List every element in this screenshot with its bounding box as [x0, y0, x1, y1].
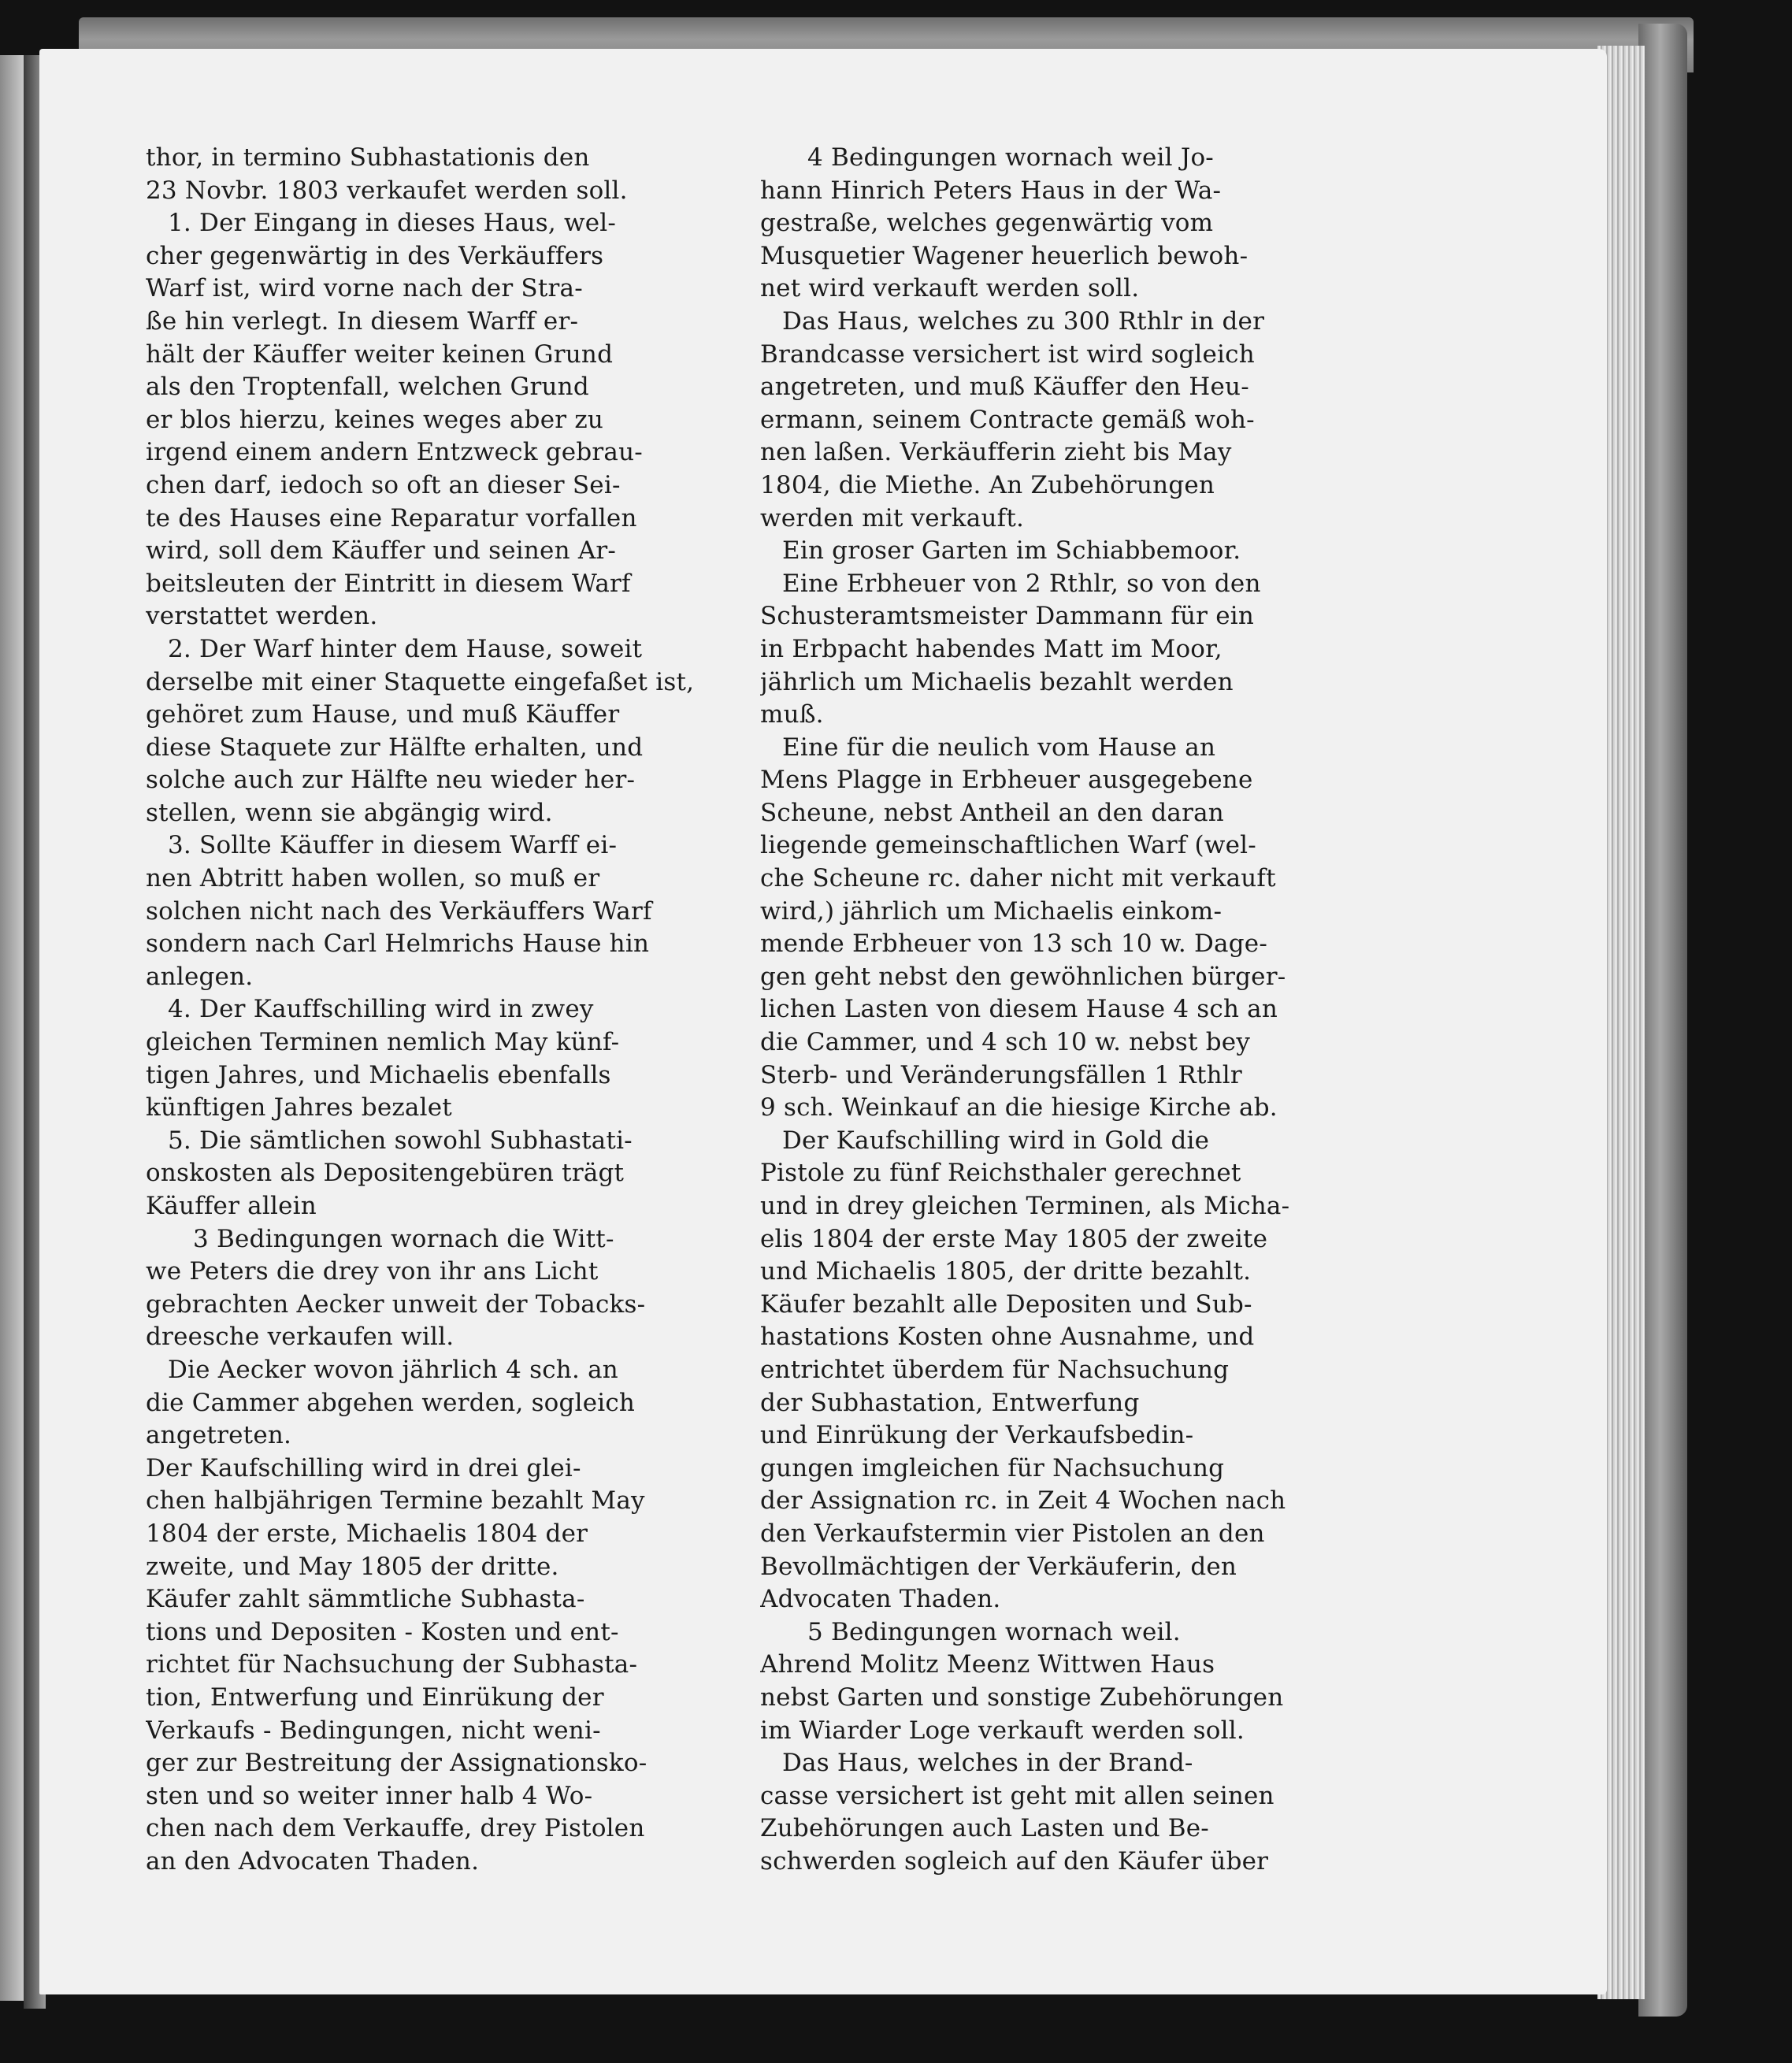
text-line: we Peters die drey von ihr ans Licht: [146, 1257, 599, 1286]
text-line: ße hin verlegt. In diesem Warff er-: [146, 306, 579, 336]
text-line: 9 sch. Weinkauf an die hiesige Kirche ab.: [760, 1093, 1278, 1122]
text-line: gehöret zum Hause, und muß Käuffer: [146, 700, 620, 729]
text-line: che Scheune rc. daher nicht mit verkauft: [760, 864, 1276, 893]
text-line: gebrachten Aecker unweit der Tobacks-: [146, 1289, 646, 1319]
text-line: an den Advocaten Thaden.: [146, 1846, 480, 1876]
text-line: solchen nicht nach des Verkäuffers Warf: [146, 896, 652, 926]
text-line: 4 Bedingungen wornach weil Jo-: [807, 143, 1214, 172]
text-line: chen darf, iedoch so oft an dieser Sei-: [146, 470, 621, 499]
text-line: und Einrükung der Verkaufsbedin-: [760, 1421, 1194, 1450]
text-line: Zubehörungen auch Lasten und Be-: [760, 1814, 1209, 1843]
text-line: cher gegenwärtig in des Verkäuffers: [146, 241, 604, 270]
text-line: Eine Erbheuer von 2 Rthlr, so von den: [782, 569, 1261, 598]
text-line: entrichtet überdem für Nachsuchung: [760, 1355, 1230, 1384]
text-line: solche auch zur Hälfte neu wieder her-: [146, 766, 636, 795]
text-line: der Assignation rc. in Zeit 4 Wochen nach: [760, 1486, 1286, 1516]
text-line: Käuffer allein: [146, 1192, 317, 1220]
text-line: Eine für die neulich vom Hause an: [782, 733, 1216, 762]
text-line: 3 Bedingungen wornach die Witt-: [193, 1224, 614, 1253]
text-line: tions und Depositen - Kosten und ent-: [146, 1617, 619, 1646]
text-line: 5 Bedingungen wornach weil.: [807, 1617, 1181, 1646]
text-line: anlegen.: [146, 962, 254, 991]
text-line: verstattet werden.: [146, 602, 378, 631]
text-line: liegende gemeinschaftlichen Warf (wel-: [760, 831, 1256, 860]
text-line: Mens Plagge in Erbheuer ausgegebene: [760, 766, 1253, 795]
text-line: 2. Der Warf hinter dem Hause, soweit: [168, 634, 643, 663]
text-line: 1. Der Eingang in dieses Haus, wel-: [168, 209, 617, 238]
text-line: irgend einem andern Entzweck gebrau-: [146, 438, 643, 467]
text-line: Scheune, nebst Antheil an den daran: [760, 798, 1224, 827]
text-line: Der Kaufschilling wird in drei glei-: [146, 1453, 581, 1482]
text-line: Sterb- und Veränderungsfällen 1 Rthlr: [760, 1060, 1242, 1089]
left-text-column: [146, 142, 721, 1878]
text-line: elis 1804 der erste May 1805 der zweite: [760, 1224, 1268, 1253]
text-line: hastations Kosten ohne Ausnahme, und: [760, 1323, 1255, 1352]
text-line: und in drey gleichen Terminen, als Micha-: [760, 1192, 1290, 1220]
text-line: Die Aecker wovon jährlich 4 sch. an: [168, 1355, 618, 1384]
text-line: und Michaelis 1805, der dritte bezahlt.: [760, 1257, 1252, 1286]
text-line: Verkaufs - Bedingungen, nicht weni-: [146, 1716, 601, 1745]
text-line: ermann, seinem Contracte gemäß woh-: [760, 405, 1255, 434]
text-line: 1804, die Miethe. An Zubehörungen: [760, 470, 1215, 499]
text-line: tion, Entwerfung und Einrükung der: [146, 1683, 604, 1712]
text-line: Musquetier Wagener heuerlich bewoh-: [760, 241, 1248, 270]
text-line: Ahrend Molitz Meenz Wittwen Haus: [760, 1650, 1215, 1679]
text-line: den Verkaufstermin vier Pistolen an den: [760, 1519, 1265, 1548]
text-line: 5. Die sämtlichen sowohl Subhastati-: [168, 1126, 633, 1155]
text-line: Bevollmächtigen der Verkäuferin, den: [760, 1552, 1237, 1581]
text-line: dreesche verkaufen will.: [146, 1323, 454, 1352]
text-line: angetreten, und muß Käuffer den Heu-: [760, 373, 1249, 402]
text-line: te des Hauses eine Reparatur vorfallen: [146, 503, 637, 532]
text-line: Brandcasse versichert ist wird sogleich: [760, 340, 1255, 369]
text-line: tigen Jahres, und Michaelis ebenfalls: [146, 1060, 611, 1089]
text-line: er blos hierzu, keines weges aber zu: [146, 405, 604, 434]
text-line: nen Abtritt haben wollen, so muß er: [146, 864, 600, 893]
text-line: Käufer zahlt sämmtliche Subhasta-: [146, 1585, 585, 1614]
back-cover-edge: [1638, 24, 1687, 2017]
text-line: nen laßen. Verkäufferin zieht bis May: [760, 438, 1232, 467]
text-line: casse versichert ist geht mit allen seinen: [760, 1781, 1274, 1810]
text-line: muß.: [760, 700, 824, 729]
text-line: Das Haus, welches zu 300 Rthlr in der: [782, 306, 1265, 336]
text-line: der Subhastation, Entwerfung: [760, 1388, 1140, 1417]
text-line: nebst Garten und sonstige Zubehörungen: [760, 1683, 1284, 1712]
text-line: chen halbjährigen Termine bezahlt May: [146, 1486, 645, 1516]
text-line: net wird verkauft werden soll.: [760, 274, 1140, 303]
text-line: im Wiarder Loge verkauft werden soll.: [760, 1716, 1245, 1745]
text-line: als den Troptenfall, welchen Grund: [146, 373, 589, 402]
text-line: gestraße, welches gegenwärtig vom: [760, 209, 1214, 238]
text-line: gen geht nebst den gewöhnlichen bürger-: [760, 962, 1286, 991]
text-line: werden mit verkauft.: [760, 503, 1025, 532]
text-line: schwerden sogleich auf den Käufer über: [760, 1846, 1269, 1876]
text-line: sten und so weiter inner halb 4 Wo-: [146, 1781, 593, 1810]
text-line: Pistole zu fünf Reichsthaler gerechnet: [760, 1159, 1241, 1188]
text-line: Käufer bezahlt alle Depositen und Sub-: [760, 1289, 1252, 1319]
text-line: chen nach dem Verkauffe, drey Pistolen: [146, 1814, 645, 1843]
text-line: sondern nach Carl Helmrichs Hause hin: [146, 929, 650, 959]
text-line: thor, in termino Subhastationis den: [146, 143, 590, 172]
text-line: lichen Lasten von diesem Hause 4 sch an: [760, 995, 1278, 1024]
text-line: stellen, wenn sie abgängig wird.: [146, 798, 553, 827]
text-line: künftigen Jahres bezalet: [146, 1093, 452, 1122]
text-line: Das Haus, welches in der Brand-: [782, 1749, 1193, 1778]
text-line: Der Kaufschilling wird in Gold die: [782, 1126, 1210, 1155]
text-line: 1804 der erste, Michaelis 1804 der: [146, 1519, 588, 1548]
text-line: Schusteramtsmeister Dammann für ein: [760, 602, 1255, 631]
right-text-column: [760, 142, 1323, 1878]
text-line: 23 Novbr. 1803 verkaufet werden soll.: [146, 176, 628, 205]
text-line: jährlich um Michaelis bezahlt werden: [760, 667, 1234, 696]
text-line: in Erbpacht habendes Matt im Moor,: [760, 634, 1222, 663]
text-line: hält der Käuffer weiter keinen Grund: [146, 340, 614, 369]
text-line: zweite, und May 1805 der dritte.: [146, 1552, 559, 1581]
text-line: Warf ist, wird vorne nach der Stra-: [146, 274, 583, 303]
text-line: diese Staquete zur Hälfte erhalten, und: [146, 733, 644, 762]
text-line: hann Hinrich Peters Haus in der Wa-: [760, 176, 1222, 205]
text-line: 4. Der Kauffschilling wird in zwey: [168, 995, 594, 1024]
text-line: Ein groser Garten im Schiabbemoor.: [782, 536, 1241, 566]
text-line: onskosten als Depositengebüren trägt: [146, 1159, 625, 1188]
text-line: ger zur Bestreitung der Assignationsko-: [146, 1749, 647, 1778]
text-line: die Cammer, und 4 sch 10 w. nebst bey: [760, 1028, 1251, 1057]
text-line: wird, soll dem Käuffer und seinen Ar-: [146, 536, 617, 566]
text-line: gungen imgleichen für Nachsuchung: [760, 1453, 1225, 1482]
text-line: 3. Sollte Käuffer in diesem Warff ei-: [168, 831, 618, 860]
text-line: angetreten.: [146, 1421, 292, 1450]
text-line: gleichen Terminen nemlich May künf-: [146, 1028, 620, 1057]
text-line: derselbe mit einer Staquette eingefaßet ist,: [146, 667, 695, 696]
text-line: beitsleuten der Eintritt in diesem Warf: [146, 569, 631, 598]
text-line: Advocaten Thaden.: [760, 1585, 1001, 1614]
text-line: richtet für Nachsuchung der Subhasta-: [146, 1650, 638, 1679]
text-line: mende Erbheuer von 13 sch 10 w. Dage-: [760, 929, 1267, 959]
text-line: die Cammer abgehen werden, sogleich: [146, 1388, 636, 1417]
text-line: wird,) jährlich um Michaelis einkom-: [760, 896, 1222, 926]
